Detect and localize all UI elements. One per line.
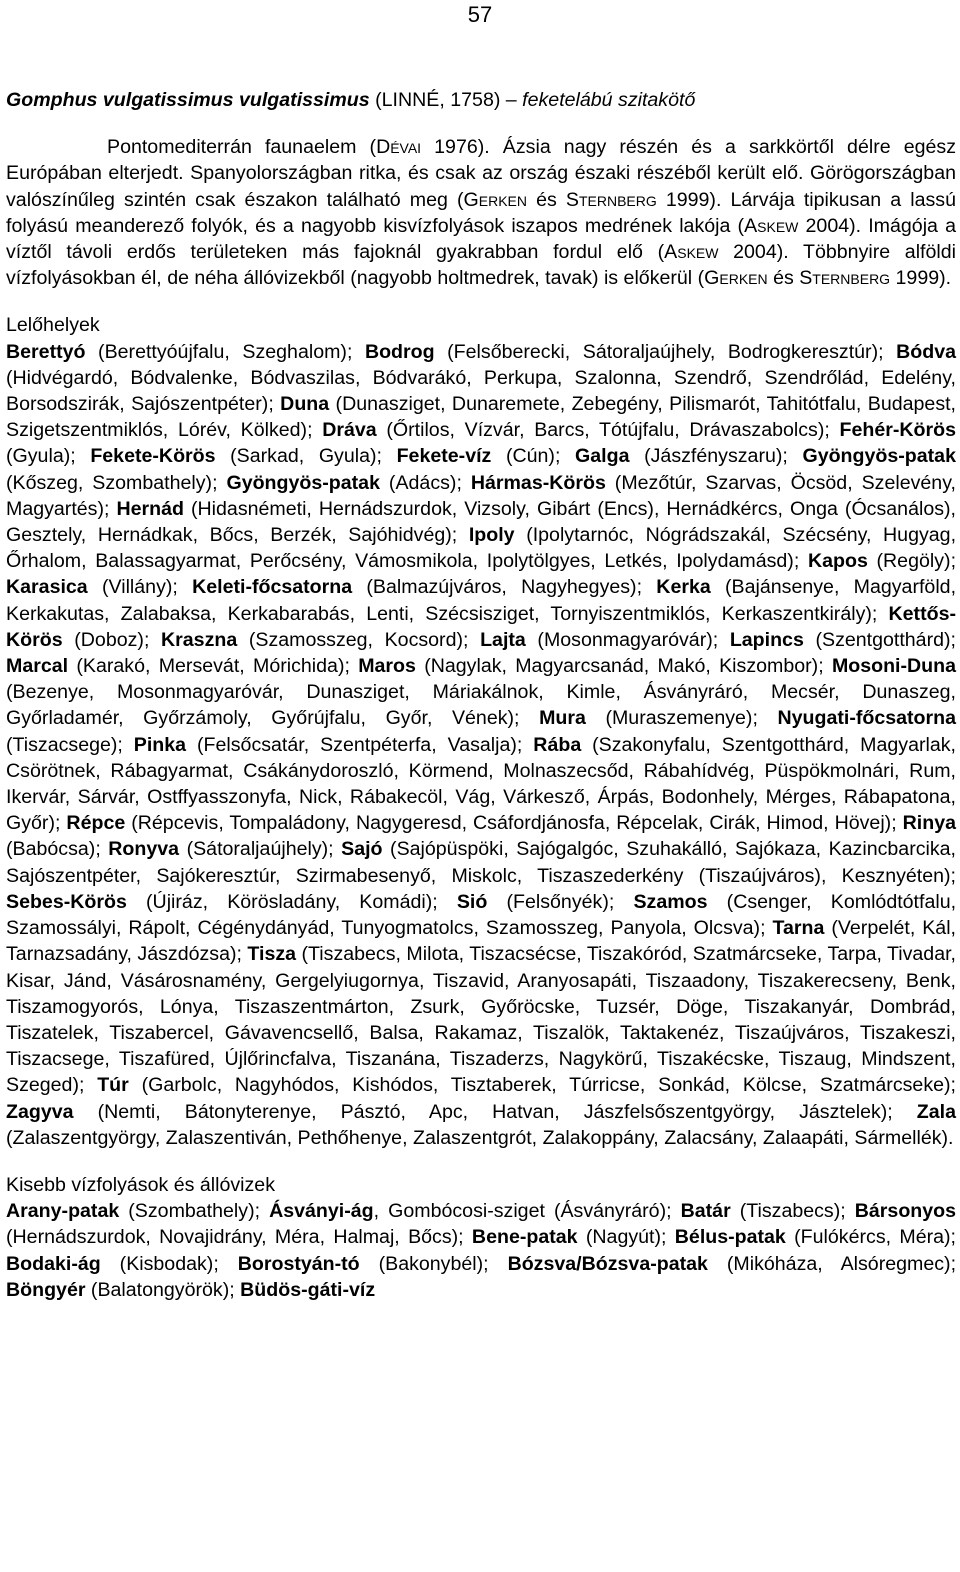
locality-river: Batár xyxy=(680,1200,731,1223)
locality-river: Büdös-gáti-víz xyxy=(240,1278,376,1301)
locality-places: (Dunasziget, Dunaremete, Zebegény, Pilismarót, Tahitótfalu, Budapest, Szigetszentmiklós, Lórév, Kölked) xyxy=(6,393,957,442)
locality-places: (Újiráz, Körösladány, Komádi) xyxy=(126,890,433,913)
locality-river: Kapos xyxy=(807,550,868,573)
locality-places: (Mikóháza, Alsóregmec) xyxy=(707,1252,951,1275)
locality-river: Fekete-Körös xyxy=(90,445,216,468)
page-content xyxy=(6,87,956,1303)
locality-places: (Hidasnémeti, Hernádszurdok, Vizsoly, Gibárt (Encs), Hernádkércs, Onga (Ócsanálos), Gesztely, Hernádkak, Bőcs, Berzék, Sajóhidvég) xyxy=(6,497,956,547)
locality-places: (Csenger, Komlódtótfalu, Szamossályi, Rápolt, Cégénydányád, Tunyogmatolcs, Szamosszeg, Panyola, Olcsva) xyxy=(6,890,957,940)
intro-text: 1976). Ázsia nagy részén és a sarkkörtől délre egész Európában elterjedt. Spanyolországban ritka, és csak az ország északi részéből került elő. Görögországban valószínűleg szintén csak északon található meg ( xyxy=(6,136,956,211)
locality-places: , Gombócosi-sziget (Ásványráró) xyxy=(373,1200,667,1223)
locality-places: (Karakó, Mersevát, Mórichida) xyxy=(68,655,345,678)
locality-river: Kraszna xyxy=(161,628,238,651)
section-heading-localities: Lelőhelyek xyxy=(6,314,100,337)
locality-places: (Tiszabecs, Milota, Tiszacsécse, Tiszakóród, Szatmárcseke, Tarpa, Tivadar, Kisar, Jánd, Vásárosnamény, Gergelyiugornya, Tiszavid, Aranyosapáti, Tiszaadony, Tiszakerecseny, Benk, Tiszamogyorós, Lónya, Tiszaszentmárton, Zsurk, Győröcske, Tuzsér, Döge, Tiszakanyár, Dombrád, Tiszatelek, Tiszabercel, Gávavencsellő, Balsa, Rakamaz, Tiszalök, Taktakenéz, Tiszaújváros, Tiszakeszi, Tiszacsege, Tiszafüred, Újlőrincfalva, Tiszanána, Tiszaderzs, Nagykörű, Tiszakécske, Tiszaug, Mindszent, Szeged) xyxy=(6,943,956,1097)
locality-river: Bene-patak xyxy=(471,1226,578,1249)
locality-places: (Mezőtúr, Szarvas, Öcsöd, Szelevény, Magyartés) xyxy=(6,471,956,520)
locality-river: Tisza xyxy=(247,943,297,966)
locality-river: Kerka xyxy=(656,576,711,599)
locality-places: (Fulókércs, Méra) xyxy=(785,1226,951,1249)
locality-places: (Szamosszeg, Kocsord) xyxy=(237,628,464,651)
species-name: Gomphus vulgatissimus vulgatissimus xyxy=(6,89,370,111)
locality-places: (Berettyóújfalu, Szeghalom) xyxy=(85,340,347,363)
locality-places: (Gyula) xyxy=(6,445,71,468)
intro-paragraph xyxy=(6,134,956,291)
locality-river: Lajta xyxy=(480,628,526,651)
citation-author: Dévai xyxy=(376,136,422,159)
locality-river: Ásványi-ág xyxy=(269,1200,374,1223)
locality-river: Répce xyxy=(66,812,126,835)
locality-places: (Villány) xyxy=(87,576,173,599)
species-heading xyxy=(6,87,956,113)
locality-places: (Nemti, Bátonyterenye, Pásztó, Apc, Hatvan, Jászfelsőszentgyörgy, Jásztelek) xyxy=(73,1100,888,1123)
locality-river: Ipoly xyxy=(468,524,515,547)
locality-river: Gyöngyös-patak xyxy=(226,471,380,494)
locality-river: Galga xyxy=(575,445,630,468)
locality-places: (Babócsa) xyxy=(6,838,96,861)
citation-author: Askew xyxy=(744,214,799,237)
locality-river: Bodaki-ág xyxy=(6,1252,101,1275)
locality-places: (Balatongyörök) xyxy=(85,1278,230,1301)
citation-author: Gerken xyxy=(463,188,528,211)
locality-places: (Sajópüspöki, Sajógalgóc, Szuhakálló, Sajókaza, Kazincbarcika, Sajószentpéter, Sajókeresztúr, Szirmabesenyő, Miskolc, Tiszaszederkény (Tiszaújváros), Kesznyéten) xyxy=(6,838,957,887)
locality-places: (Cún) xyxy=(491,445,555,468)
locality-river: Fehér-Körös xyxy=(839,419,957,442)
locality-river: Maros xyxy=(358,655,416,678)
locality-places: (Kisbodak) xyxy=(100,1252,214,1275)
locality-river: Marcal xyxy=(6,655,69,678)
locality-places: (Őrtilos, Vízvár, Barcs, Tótújfalu, Drávaszabolcs) xyxy=(376,419,825,442)
section-heading-small-waters: Kisebb vízfolyások és állóvizek xyxy=(6,1173,275,1196)
locality-places: (Sátoraljaújhely) xyxy=(179,838,329,861)
locality-river: Sió xyxy=(456,890,488,913)
locality-places: (Répcevis, Tompaládony, Nagygeresd, Csáfordjánosfa, Répcelak, Cirák, Himod, Hövej) xyxy=(125,812,892,835)
locality-river: Ronyva xyxy=(108,838,180,861)
locality-river: Zagyva xyxy=(6,1100,74,1123)
locality-river: Bodrog xyxy=(364,340,435,363)
locality-places: (Felsőberecki, Sátoraljaújhely, Bodrogkeresztúr) xyxy=(434,340,879,363)
intro-text: és xyxy=(767,267,800,290)
citation-author: Sternberg xyxy=(799,267,891,290)
citation-author: Gerken xyxy=(704,267,768,290)
locality-river: Fekete-víz xyxy=(396,445,492,468)
locality-places: (Doboz) xyxy=(62,628,144,651)
locality-places: (Tiszacsege) xyxy=(6,733,118,756)
locality-river: Bársonyos xyxy=(854,1200,957,1223)
locality-river: Zala xyxy=(916,1100,957,1123)
citation-author: Askew xyxy=(664,241,719,264)
locality-river: Rinya xyxy=(902,812,956,835)
locality-river: Keleti-főcsatorna xyxy=(192,576,353,599)
locality-places: (Hidvégardó, Bódvalenke, Bódvaszilas, Bódvarákó, Perkupa, Szalonna, Szendrő, Szendrőlád, Edelény, Borsodszirák, Sajószentpéter) xyxy=(6,366,956,416)
locality-river: Bódva xyxy=(896,340,956,363)
locality-river: Túr xyxy=(97,1074,129,1097)
locality-places: (Szentgotthárd) xyxy=(803,628,951,651)
locality-places: (Kőszeg, Szombathely) xyxy=(6,471,213,494)
intro-text: Pontomediterrán faunaelem ( xyxy=(107,136,377,159)
locality-river: Kettős-Körös xyxy=(6,602,956,651)
locality-places: (Zalaszentgyörgy, Zalaszentiván, Pethőhenye, Zalaszentgrót, Zalakoppány, Zalacsány, Zalaapáti, Sármellék). xyxy=(6,1126,954,1149)
citation-author: Sternberg xyxy=(565,188,657,211)
locality-river: Pinka xyxy=(133,733,187,756)
intro-text: 2004). Többnyire alföldi vízfolyásokban él, de néha állóvizekből (nagyobb holtmedrek, tavak) is előkerül ( xyxy=(6,241,957,290)
locality-river: Nyugati-főcsatorna xyxy=(777,707,957,730)
locality-places: (Nagylak, Magyarcsanád, Makó, Kiszombor) xyxy=(415,655,819,678)
locality-river: Bélus-patak xyxy=(674,1226,786,1249)
locality-river: Rába xyxy=(533,733,582,756)
locality-river: Sebes-Körös xyxy=(6,890,127,913)
species-author: (LINNÉ, 1758) – xyxy=(375,89,517,111)
locality-river: Mura xyxy=(539,707,586,730)
intro-text: 1999). xyxy=(890,267,952,290)
species-common-name: feketelábú szitakötő xyxy=(522,89,696,111)
locality-river: Bózsva/Bózsva-patak xyxy=(507,1252,708,1275)
locality-places: (Bakonybél) xyxy=(359,1252,484,1275)
small-water-list: Arany-patak (Szombathely); Ásványi-ág, Gombócosi-sziget (Ásványráró); Batár (Tiszabecs); Bársonyos (Hernádszurdok, Novajidrány, Méra, Halmaj, Bőcs); Bene-patak (Nagyút); Bélus-patak (Fulókércs, Méra); Bodaki-ág (Kisbodak); Borostyán-tó (Bakonybél); Bózsva/Bózsva-patak (Mikóháza, Alsóregmec); Böngyér (Balatongyörök); Büdös-gáti-víz xyxy=(6,1200,957,1301)
intro-text: és xyxy=(527,188,566,211)
locality-places: (Bajánsenye, Magyarföld, Kerkakutas, Zalabaksa, Kerkabarabás, Lenti, Szécsisziget, Tornyiszentmiklós, Kerkaszentkirály) xyxy=(6,576,957,625)
intro-text: 1999). Lárvája tipikusan a lassú folyású meanderező folyók, és a nagyobb kisvízfolyások iszapos medrének lakója ( xyxy=(6,188,956,237)
locality-places: (Mosonmagyaróvár) xyxy=(525,628,713,651)
locality-river: Borostyán-tó xyxy=(237,1252,360,1275)
locality-places: (Ipolytarnóc, Nógrádszakál, Szécsény, Hugyag, Őrhalom, Balassagyarmat, Perőcsény, Vámosmikola, Ipolytölgyes, Letkés, Ipolydamásd) xyxy=(6,524,957,573)
locality-places: (Felsőnyék) xyxy=(487,890,609,913)
locality-places: (Verpelét, Kál, Tarnazsadány, Jászdózsa) xyxy=(6,917,956,966)
locality-river: Karasica xyxy=(6,576,88,599)
locality-places: (Szakonyfalu, Szentgotthárd, Magyarlak, Csörötnek, Rábagyarmat, Csákánydoroszló, Körmend, Molnaszecsőd, Rábahídvég, Püspökmolnári, Rum, Ikervár, Sárvár, Ostffyasszonyfa, Nick, Rábakecöl, Vág, Várkesző, Árpás, Bodonhely, Mérges, Rábapatona, Győr) xyxy=(6,733,956,835)
locality-places: (Sarkad, Gyula) xyxy=(215,445,377,468)
page-number: 57 xyxy=(467,2,493,27)
intro-text: 2004). Imágója a víztől távoli erdős területeken más fajoknál gyakrabban fordul elő ( xyxy=(6,214,956,264)
locality-river: Tarna xyxy=(772,917,825,940)
locality-river: Hernád xyxy=(116,497,184,520)
locality-places: (Hernádszurdok, Novajidrány, Méra, Halmaj, Bőcs) xyxy=(6,1226,459,1249)
locality-river: Berettyó xyxy=(6,340,86,363)
locality-places: (Muraszemenye) xyxy=(585,707,753,730)
locality-river: Sajó xyxy=(341,838,383,861)
locality-places: (Szombathely) xyxy=(119,1200,255,1223)
locality-river: Böngyér xyxy=(6,1278,86,1301)
locality-river: Arany-patak xyxy=(6,1200,120,1223)
locality-places: (Tiszabecs) xyxy=(730,1200,841,1223)
locality-river: Duna xyxy=(280,393,330,416)
locality-places: (Felsőcsatár, Szentpéterfa, Vasalja) xyxy=(186,733,517,756)
locality-places: (Nagyút) xyxy=(577,1226,661,1249)
locality-river: Szamos xyxy=(633,890,708,913)
locality-places: (Balmazújváros, Nagyhegyes) xyxy=(352,576,637,599)
locality-places: (Jászfényszaru) xyxy=(629,445,783,468)
locality-river: Hármas-Körös xyxy=(470,471,606,494)
locality-list: Berettyó (Berettyóújfalu, Szeghalom); Bodrog (Felsőberecki, Sátoraljaújhely, Bodrogkeresztúr); Bódva (Hidvégardó, Bódvalenke, Bódvaszilas, Bódvarákó, Perkupa, Szalonna, Szendrő, Szendrőlád, Edelény, Borsodszirák, Sajószentpéter); Duna (Dunasziget, Dunaremete, Zebegény, Pilismarót, Tahitótfalu, Budapest, Szigetszentmiklós, Lórév, Kölked); Dráva (Őrtilos, Vízvár, Barcs, Tótújfalu, Drávaszabolcs); Fehér-Körös (Gyula); Fekete-Körös (Sarkad, Gyula); Fekete-víz (Cún); Galga (Jászfényszaru); Gyöngyös-patak (Kőszeg, Szombathely); Gyöngyös-patak (Adács); Hármas-Körös (Mezőtúr, Szarvas, Öcsöd, Szelevény, Magyartés); Hernád (Hidasnémeti, Hernádszurdok, Vizsoly, Gibárt (Encs), Hernádkércs, Onga (Ócsanálos), Gesztely, Hernádkak, Bőcs, Berzék, Sajóhidvég); Ipoly (Ipolytarnóc, Nógrádszakál, Szécsény, Hugyag, Őrhalom, Balassagyarmat, Perőcsény, Vámosmikola, Ipolytölgyes, Letkés, Ipolydamásd); Kapos (Regöly); Karasica (Villány); Keleti-főcsatorna (Balmazújváros, Nagyhegyes); Kerka (Bajánsenye, Magyarföld, Kerkakutas, Zalabaksa, Kerkabarabás, Lenti, Szécsisziget, Tornyiszentmiklós, Kerkaszentkirály); Kettős-Körös (Doboz); Kraszna (Szamosszeg, Kocsord); Lajta (Mosonmagyaróvár); Lapincs (Szentgotthárd); Marcal (Karakó, Mersevát, Mórichida); Maros (Nagylak, Magyarcsanád, Makó, Kiszombor); Mosoni-Duna (Bezenye, Mosonmagyaróvár, Dunasziget, Máriakálnok, Kimle, Ásványráró, Mecsér, Dunaszeg, Győrladamér, Győrzámoly, Győrújfalu, Győr, Vének); Mura (Muraszemenye); Nyugati-főcsatorna (Tiszacsege); Pinka (Felsőcsatár, Szentpéterfa, Vasalja); Rába (Szakonyfalu, Szentgotthárd, Magyarlak, Csörötnek, Rábagyarmat, Csákánydoroszló, Körmend, Molnaszecsőd, Rábahídvég, Püspökmolnári, Rum, Ikervár, Sárvár, Ostffyasszonyfa, Nick, Rábakecöl, Vág, Várkesző, Árpás, Bodonhely, Mérges, Rábapatona, Győr); Répce (Répcevis, Tompaládony, Nagygeresd, Csáfordjánosfa, Répcelak, Cirák, Himod, Hövej); Rinya (Babócsa); Ronyva (Sátoraljaújhely); Sajó (Sajópüspöki, Sajógalgóc, Szuhakálló, Sajókaza, Kazincbarcika, Sajószentpéter, Sajókeresztúr, Szirmabesenyő, Miskolc, Tiszaszederkény (Tiszaújváros), Kesznyéten); Sebes-Körös (Újiráz, Körösladány, Komádi); Sió (Felsőnyék); Szamos (Csenger, Komlódtótfalu, Szamossályi, Rápolt, Cégénydányád, Tunyogmatolcs, Szamosszeg, Panyola, Olcsva); Tarna (Verpelét, Kál, Tarnazsadány, Jászdózsa); Tisza (Tiszabecs, Milota, Tiszacsécse, Tiszakóród, Szatmárcseke, Tarpa, Tivadar, Kisar, Jánd, Vásárosnamény, Gergelyiugornya, Tiszavid, Aranyosapáti, Tiszaadony, Tiszakerecseny, Benk, Tiszamogyorós, Lónya, Tiszaszentmárton, Zsurk, Győröcske, Tuzsér, Döge, Tiszakanyár, Dombrád, Tiszatelek, Tiszabercel, Gávavencsellő, Balsa, Rakamaz, Tiszalök, Taktakenéz, Tiszaújváros, Tiszakeszi, Tiszacsege, Tiszafüred, Újlőrincfalva, Tiszanána, Tiszaderzs, Nagykörű, Tiszakécske, Tiszaug, Mindszent, Szeged); Túr (Garbolc, Nagyhódos, Kishódos, Tisztaberek, Túrricse, Sonkád, Kölcse, Szatmárcseke); Zagyva (Nemti, Bátonyterenye, Pásztó, Apc, Hatvan, Jászfelsőszentgyörgy, Jásztelek); Zala (Zalaszentgyörgy, Zalaszentiván, Pethőhenye, Zalaszentgrót, Zalakoppány, Zalacsány, Zalaapáti, Sármellék). xyxy=(6,340,957,1149)
locality-river: Mosoni-Duna xyxy=(831,655,957,678)
locality-river: Dráva xyxy=(322,419,377,442)
locality-river: Lapincs xyxy=(729,628,804,651)
locality-places: (Garbolc, Nagyhódos, Kishódos, Tisztaberek, Túrricse, Sonkád, Kölcse, Szatmárcseke) xyxy=(128,1074,951,1097)
locality-river: Gyöngyös-patak xyxy=(802,445,956,468)
locality-places: (Adács) xyxy=(379,471,457,494)
locality-places: (Bezenye, Mosonmagyaróvár, Dunasziget, Máriakálnok, Kimle, Ásványráró, Mecsér, Dunaszeg, Győrladamér, Győrzámoly, Győrújfalu, Győr, Vének) xyxy=(6,681,956,730)
locality-places: (Regöly) xyxy=(867,550,951,573)
